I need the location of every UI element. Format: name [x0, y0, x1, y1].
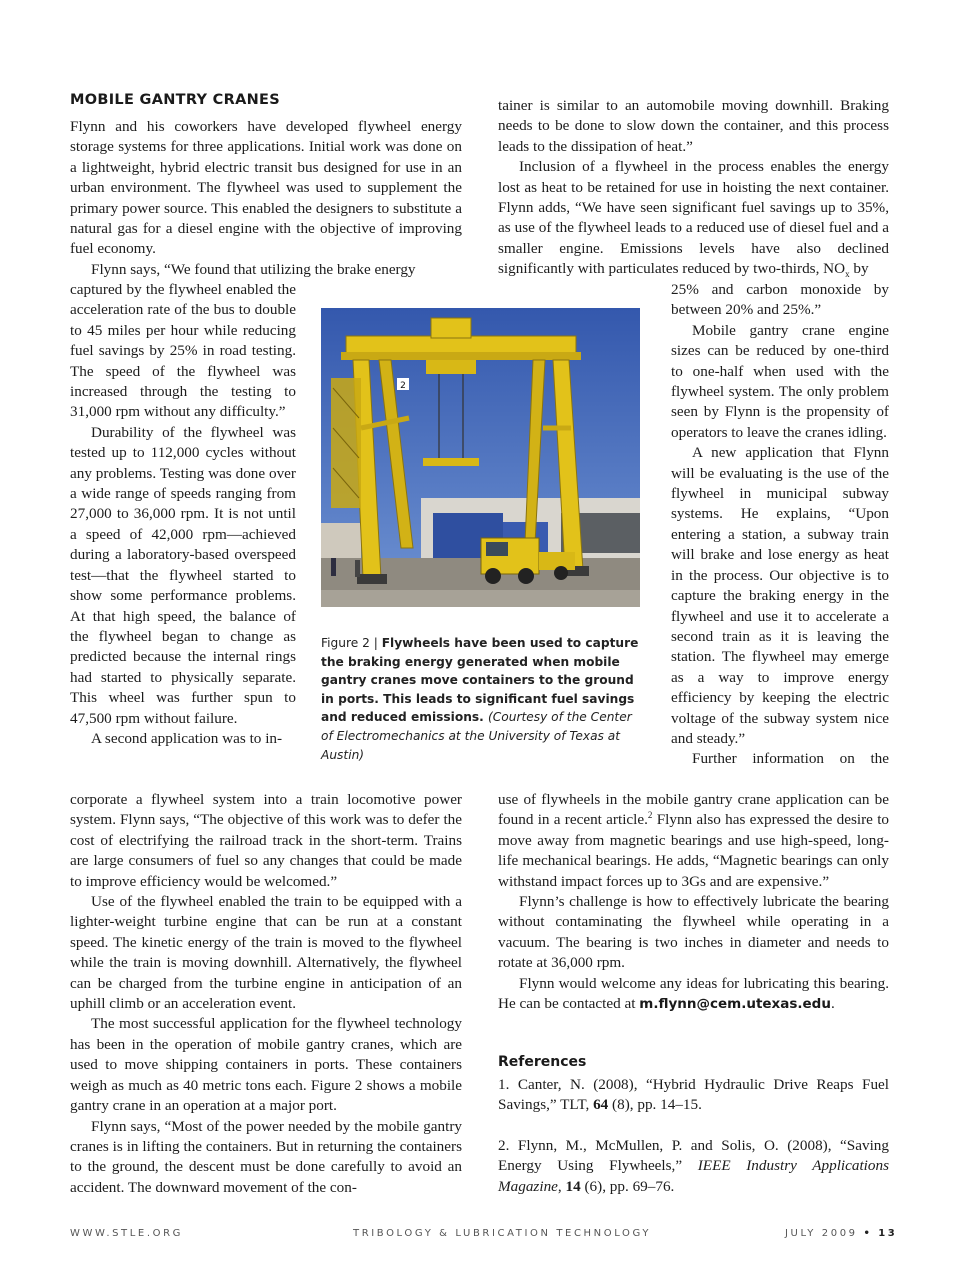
footer-date: JULY 2009: [785, 1228, 858, 1239]
paragraph-text: .: [830, 995, 835, 1013]
email-link[interactable]: m.flynn@cem.utexas.edu: [639, 996, 831, 1013]
footer-page-info: [785, 1228, 897, 1239]
paragraph: Mobile gantry crane engine sizes can be reduced by one-third to one-half when used with the flywheel system. The only problem seen by Flynn is the propensity of operators to leave the cranes idling.: [671, 321, 889, 441]
figure-photo: [321, 308, 640, 607]
person: [355, 560, 360, 577]
page-number: 13: [878, 1228, 898, 1239]
reference-volume: 14: [565, 1177, 581, 1195]
reference-item: [498, 1136, 889, 1197]
crane-top-beam: [346, 336, 576, 354]
column-1-narrow: [70, 280, 296, 749]
truck-wheel: [485, 568, 501, 584]
paragraph: tainer is similar to an automobile moving downhill. Braking needs to be done to slow down the container, and this process leads to the dissipation of heat.”: [498, 97, 889, 155]
reference-text: ,: [557, 1177, 566, 1195]
reference-item: [498, 1075, 889, 1116]
paragraph: corporate a flywheel system into a train locomotive power system. Flynn says, “The objective of this work was to defer the cost of electrifying the railroad track in the short-term. Trains are large consumers of fuel so any changes that could be made to improve efficiency would be welcomed.”: [70, 791, 462, 890]
paragraph: [498, 157, 889, 279]
reference-text: 1. Canter, N. (2008), “Hybrid Hydraulic Drive Reaps Fuel Savings,” TLT,: [498, 1076, 889, 1114]
paragraph: captured by the flywheel enabled the acceleration rate of the bus to double to 45 miles per hour while reducing fuel savings by 25% in road testing. The speed of the flywheel was increased through the testing to 31,000 rpm without any difficulty.”: [70, 281, 296, 421]
paragraph: [498, 974, 889, 1015]
column-2-top: [498, 96, 889, 280]
paragraph-text: Inclusion of a flywheel in the process enables the energy lost as heat to be retained for use in hoisting the next container. Flynn adds, “We have seen significant fuel savings up to 35%, as use of the flywheel leads to a reduced use of diesel fuel and a smaller engine. Emissions levels have also declined significantly with particulates reduced by two-thirds, NO: [498, 158, 889, 278]
figure-label: Figure 2 |: [321, 636, 382, 650]
column-2-narrow: [671, 280, 889, 770]
reference-text: 2. Flynn, M., McMullen, P. and Solis, O. (2008), “Saving Energy Using Flywheels,”: [498, 1136, 889, 1175]
crane-beam-underside: [341, 352, 581, 360]
paragraph: Flynn and his coworkers have developed flywheel energy storage systems for three applications. Initial work was done on a lightweight, hybrid electric transit bus designed for use in an urban environment. The flywheel was used to supplement the primary power source. This enabled the designers to substitute a natural gas for a diesel engine with the objective of improving fuel economy.: [70, 118, 462, 258]
footnote-ref: 2: [647, 810, 653, 821]
ground-near: [321, 590, 640, 607]
reference-text: (6), pp. 69–76.: [580, 1177, 675, 1195]
crane-number: 2: [400, 381, 406, 391]
figure-caption: [321, 634, 643, 764]
building: [321, 523, 361, 563]
spreader: [423, 458, 479, 466]
paragraph: Durability of the flywheel was tested up to 112,000 cycles without any problems. Testing was done over a wide range of speeds ranging from 27,000 to 36,000 rpm. It is not until a speed of 42,000 rpm—achieved during a laboratory-based overspeed test—that the flywheel started to show some performance problems. At that high speed, the balance of the flywheel began to change as predicted because the internal rings had started to physically separate. This wheel was further spun to 47,500 rpm without failure.: [70, 423, 296, 727]
paragraph: 25% and carbon monoxide by between 20% and 25%.”: [671, 281, 889, 319]
person: [331, 558, 336, 576]
footer-publication: TRIBOLOGY & LUBRICATION TECHNOLOGY: [353, 1228, 652, 1239]
paragraph: A new application that Flynn will be evaluating is the use of the flywheel in municipal subway systems. He explains, “Upon entering a station, a subway train will brake and lose energy as heat in the process. Our objective is to capture the braking energy in the flywheel and use it to accelerate a second train as it is leaving the station. The flywheel may emerge as a way to improve energy efficiency by keeping the electric voltage of the subway system nice and steady.”: [671, 444, 889, 747]
paragraph: Further information on the: [692, 750, 889, 768]
references-heading: References: [498, 1054, 587, 1070]
paragraph-text: use of flywheels in the mobile gantry crane application can be found in a recent article.: [498, 791, 889, 829]
paragraph: Flynn says, “We found that utilizing the brake energy: [91, 260, 416, 278]
truck-wheel: [518, 568, 534, 584]
paragraph: [498, 790, 889, 892]
truck-window: [486, 542, 508, 556]
paragraph: The most successful application for the flywheel technology has been in the operation of mobile gantry cranes, which are used to move shipping containers in ports. These containers weigh as much as 40 metric tons each. Figure 2 shows a mobile gantry crane in an operation at a major port.: [70, 1015, 462, 1115]
crane-cab: [431, 318, 471, 338]
caption-text: Flywheels have been used to capture the braking energy generated when mobile gantry cranes move containers to the ground in ports. This leads to significant fuel savings and reduced emissions.: [321, 636, 639, 725]
reference-text: (8), pp. 14–15.: [608, 1096, 702, 1114]
reference-journal: IEEE Industry Applications Magazine: [498, 1157, 890, 1195]
column-2-bottom: [498, 790, 889, 1014]
column-1-bottom: [70, 790, 462, 1198]
paragraph-text: Flynn also has expressed the desire to move away from magnetic bearings and use high-speed, long-life mechanical bearings. He adds, “Magnetic bearings can only withstand impact forces up to 3Gs and are expensive.”: [498, 811, 890, 890]
footer-bullet: •: [863, 1228, 873, 1239]
column-1-top: [70, 117, 462, 280]
footer-website: WWW.STLE.ORG: [70, 1228, 183, 1239]
paragraph: Flynn’s challenge is how to effectively lubricate the bearing without contaminating the flywheel while operating in a vacuum. The bearing is two inches in diameter and needs to rotate at 36,000 rpm.: [498, 893, 889, 972]
section-heading: MOBILE GANTRY CRANES: [70, 92, 280, 108]
caption-credit: (Courtesy of the Center of Electromechanics at the University of Texas at Austin): [321, 710, 632, 762]
references-list: [498, 1075, 889, 1197]
crane-trolley: [426, 360, 476, 374]
paragraph-text: Flynn would welcome any ideas for lubricating this bearing. He can be contacted at: [498, 974, 889, 1013]
paragraph: Flynn says, “Most of the power needed by the mobile gantry cranes is in lifting the containers. But in returning the containers to the ground, the descent must be done carefully to avoid an accident. The downward movement of the con-: [70, 1117, 462, 1196]
paragraph: A second application was to in-: [91, 729, 283, 747]
paragraph: Use of the flywheel enabled the train to be equipped with a lighter-weight turbine engine that can be run at a constant speed. The kinetic energy of the train is moved to the flywheel while the train is moving downhill. Alternatively, the flywheel can be charged from the turbine engine in anticipation of an uphill climb or an acceleration event.: [70, 893, 462, 1013]
reference-volume: 64: [593, 1096, 609, 1114]
nox-subscript: x: [845, 269, 850, 280]
gantry-crane-illustration: [321, 308, 640, 607]
paragraph-text: by: [849, 260, 869, 278]
crane-wheel-bogie: [357, 574, 387, 584]
truck-wheel: [554, 566, 568, 580]
